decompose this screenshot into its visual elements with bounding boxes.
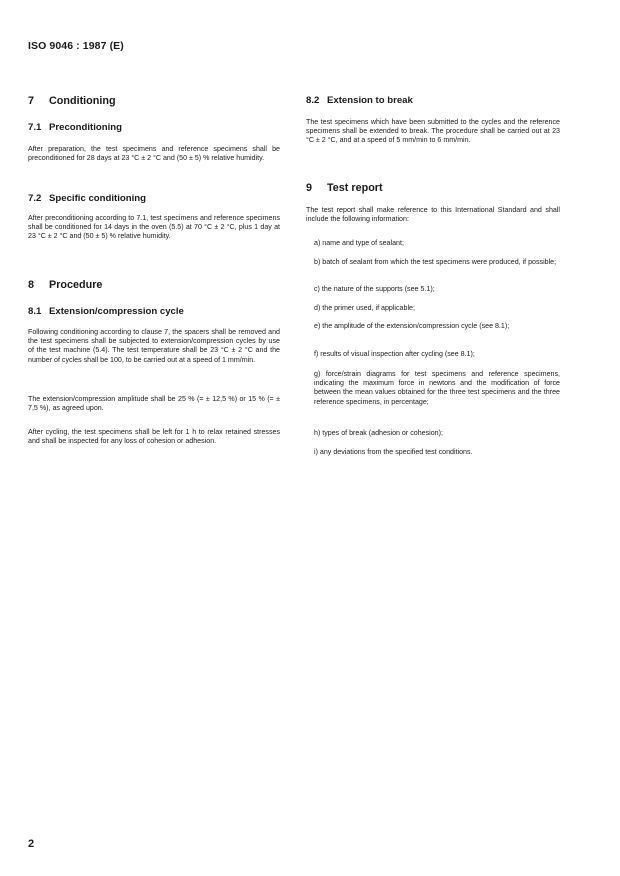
section-title: Procedure xyxy=(49,279,103,291)
list-item xyxy=(314,448,560,457)
list-item xyxy=(314,350,560,359)
list-item-text: b) batch of sealant from which the test specimens were produced, if possible; xyxy=(314,258,557,266)
list-item xyxy=(314,258,560,267)
list-item xyxy=(314,239,560,248)
section-title: Test report xyxy=(327,182,383,194)
section-8-1-paragraph-2: The extension/compression amplitude shall be 25 % (= ± 12,5 %) or 15 % (= ± 7,5 %), as agreed upon. xyxy=(28,395,280,413)
list-item-text: i) any deviations from the specified test conditions. xyxy=(314,448,473,456)
list-item xyxy=(314,370,560,407)
section-7-1-text: After preparation, the test specimens and reference specimens shall be preconditioned for 28 days at 23 °C ± 2 °C and (50 ± 5) % relative humidity. xyxy=(28,145,280,163)
page-number: 2 xyxy=(28,838,35,850)
list-item-text: f) results of visual inspection after cycling (see 8.1); xyxy=(314,350,475,358)
section-7-2-heading xyxy=(28,193,146,204)
list-item-text: e) the amplitude of the extension/compression cycle (see 8.1); xyxy=(314,322,510,330)
section-9-heading xyxy=(306,182,383,194)
list-item xyxy=(314,285,560,294)
section-number: 8.1 xyxy=(28,306,42,317)
section-title: Preconditioning xyxy=(49,122,123,133)
section-8-1-paragraph-3: After cycling, the test specimens shall be left for 1 h to relax retained stresses and shall be inspected for any loss of cohesion or adhesion. xyxy=(28,428,280,446)
section-8-2-text: The test specimens which have been submitted to the cycles and the reference specimens shall be extended to break. The procedure shall be carried out at 23 °C ± 2 °C, and at a speed of 5 mm/min to 6 mm/min. xyxy=(306,118,560,145)
section-title: Extension to break xyxy=(327,95,413,106)
section-7-1-heading xyxy=(28,122,122,133)
section-7-2-text: After preconditioning according to 7.1, test specimens and reference specimens shall be conditioned for 14 days in the oven (5.5) at 70 °C ± 2 °C, plus 1 day at 23 °C ± 2 °C and (50 ± 5) % relative humidity. xyxy=(28,214,280,241)
section-number: 7.2 xyxy=(28,193,42,204)
section-number: 7 xyxy=(28,95,35,107)
section-number: 9 xyxy=(306,182,313,194)
list-item xyxy=(314,322,560,331)
section-8-1-paragraph-1: Following conditioning according to clause 7, the spacers shall be removed and the test specimens shall be subjected to extension/compression cycles by use of the test machine (5.4). The test temperature shall be 23 °C ± 2 °C and the number of cycles shall be 100, to be carried out at a speed of 1 mm/min. xyxy=(28,328,280,364)
section-7-heading xyxy=(28,95,116,107)
section-title: Extension/compression cycle xyxy=(49,306,184,317)
list-item-text: a) name and type of sealant; xyxy=(314,239,404,247)
document-header: ISO 9046 : 1987 (E) xyxy=(28,40,124,52)
section-8-heading xyxy=(28,279,102,291)
section-number: 8 xyxy=(28,279,35,291)
list-item-text: h) types of break (adhesion or cohesion); xyxy=(314,429,443,437)
list-item xyxy=(314,429,560,438)
section-title: Conditioning xyxy=(49,95,116,107)
section-8-2-heading xyxy=(306,95,413,106)
list-item-text: g) force/strain diagrams for test specimens and reference specimens, indicating the maximum force in newtons and the modification of force between the mean values obtained for the three test specimens and the three reference specimens, in percentage; xyxy=(314,370,560,406)
section-9-intro: The test report shall make reference to this International Standard and shall include the following information: xyxy=(306,206,560,224)
section-number: 7.1 xyxy=(28,122,42,133)
section-title: Specific conditioning xyxy=(49,193,147,204)
section-number: 8.2 xyxy=(306,95,320,106)
section-8-1-heading xyxy=(28,306,184,317)
list-item-text: c) the nature of the supports (see 5.1); xyxy=(314,285,435,293)
list-item xyxy=(314,304,560,313)
list-item-text: d) the primer used, if applicable; xyxy=(314,304,415,312)
